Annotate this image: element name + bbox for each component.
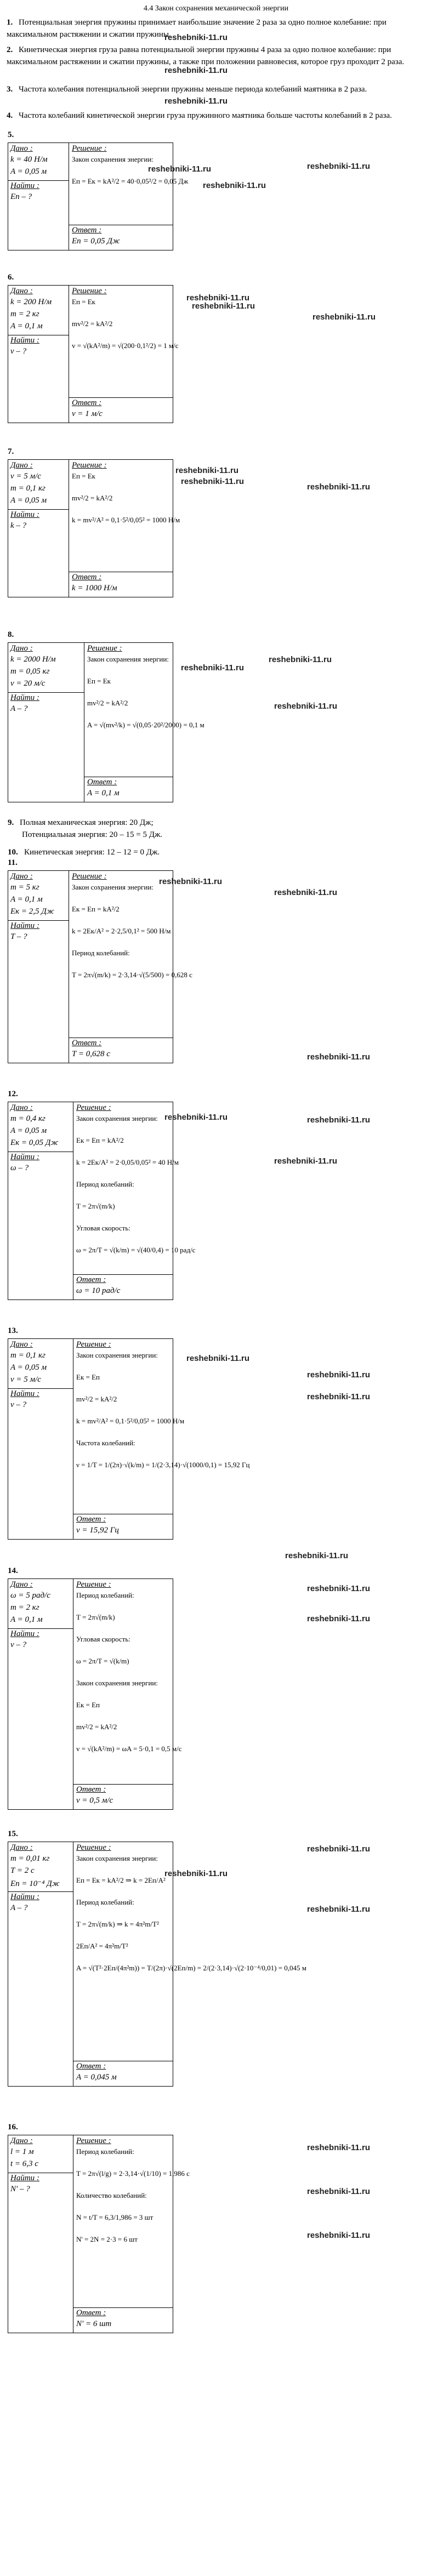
solution-line: mv²/2 = kA²/2 <box>76 1395 117 1403</box>
solution-line: A = √(mv²/k) = √(0,05·20²/2000) = 0,1 м <box>87 721 204 729</box>
solution-line: k = mv²/A² = 0,1·5²/0,05² = 1000 Н/м <box>76 1417 185 1425</box>
solution-line: Закон сохранения энергии: <box>76 1351 158 1359</box>
divider <box>8 1891 73 1892</box>
answer-value: Eп = 0,05 Дж <box>72 237 120 246</box>
problem-number: 11. <box>8 858 18 867</box>
solution-line: T = 2π√(m/k) = 2·3,14·√(5/500) = 0,628 с <box>72 971 192 979</box>
watermark: reshebniki-11.ru <box>186 293 250 303</box>
answer-label: Ответ : <box>76 1515 106 1524</box>
answer-value: T = 0,628 с <box>72 1050 110 1058</box>
watermark: reshebniki-11.ru <box>307 1905 371 1914</box>
solution-line: Закон сохранения энергии: <box>76 1114 158 1122</box>
solution-line: Eп = Eк = kA²/2 = 40·0,05²/2 = 0,05 Дж <box>72 177 189 185</box>
question-2 <box>7 44 423 68</box>
given-column <box>8 1579 73 1809</box>
find-label: Найти : <box>10 1893 39 1901</box>
solution-line: ω = 2π/T = √(k/m) <box>76 1657 129 1665</box>
answer-value: N' = 6 шт <box>76 2319 112 2328</box>
solution-line: mv²/2 = kA²/2 <box>72 320 113 328</box>
watermark: reshebniki-11.ru <box>274 888 338 897</box>
watermark: reshebniki-11.ru <box>285 1551 349 1560</box>
divider <box>73 1274 173 1275</box>
answer-label: Ответ : <box>72 398 102 407</box>
find-label: Найти : <box>10 2174 39 2182</box>
find-label: Найти : <box>10 181 39 190</box>
answer-value: v = 1 м/с <box>72 409 103 418</box>
question-10 <box>8 846 424 858</box>
problem-number: 5. <box>8 130 14 139</box>
given-value: m = 0,1 кг <box>10 484 46 493</box>
question-9-line-2 <box>22 829 432 841</box>
answer-label: Ответ : <box>72 226 102 235</box>
given-value: Eк = 0,05 Дж <box>10 1138 59 1147</box>
watermark: reshebniki-11.ru <box>164 66 228 75</box>
given-value: Eп = 10⁻⁴ Дж <box>10 1879 60 1888</box>
watermark: reshebniki-11.ru <box>307 2143 371 2152</box>
solution-label: Решение : <box>76 1340 111 1349</box>
solution-line: Период колебаний: <box>76 1180 134 1188</box>
watermark: reshebniki-11.ru <box>159 877 223 886</box>
problem-number: 7. <box>8 447 14 456</box>
problem-box <box>8 459 180 597</box>
given-value: m = 0,1 кг <box>10 1351 46 1360</box>
solution-line: mv²/2 = kA²/2 <box>76 1723 117 1731</box>
question-text: Потенциальная энергия пружины принимает наибольшие значение 2 раза за одно полное колебание: при максимальном растяжении и сжатии пружины. <box>7 18 386 39</box>
solution-line: Угловая скорость: <box>76 1635 130 1643</box>
find-label: Найти : <box>10 510 39 519</box>
given-value: t = 6,3 с <box>10 2159 38 2168</box>
watermark: reshebniki-11.ru <box>203 181 266 190</box>
solution-label: Решение : <box>72 287 107 295</box>
answer-value: A = 0,045 м <box>76 2073 117 2082</box>
question-text: Частота колебания потенциальной энергии пружины меньше периода колебаний маятника в 2 раза. <box>19 85 367 94</box>
find-value: N' – ? <box>10 2185 30 2193</box>
solution-line: Период колебаний: <box>72 949 130 957</box>
solution-line: Закон сохранения энергии: <box>72 155 154 163</box>
find-value: v – ? <box>10 1640 27 1649</box>
answer-value: v = 0,5 м/с <box>76 1796 113 1805</box>
solution-line: mv²/2 = kA²/2 <box>87 699 128 707</box>
given-value: Eк = 2,5 Дж <box>10 907 54 916</box>
given-value: k = 40 Н/м <box>10 155 48 164</box>
given-value: k = 2000 Н/м <box>10 655 56 664</box>
watermark: reshebniki-11.ru <box>274 1156 338 1166</box>
solution-line: T = 2π√(l/g) = 2·3,14·√(1/10) = 1,986 с <box>76 2169 190 2178</box>
solution-line: Eп = Eк = kA²/2 ⇒ k = 2Eп/A² <box>76 1876 166 1884</box>
question-text: Полная механическая энергия: 20 Дж; <box>20 818 154 827</box>
solution-line: T = 2π√(m/k) <box>76 1613 115 1621</box>
solution-line: Eп = Eк <box>87 677 111 685</box>
solution-label: Решение : <box>76 1580 111 1589</box>
solution-line: mv²/2 = kA²/2 <box>72 494 113 502</box>
find-label: Найти : <box>10 1629 39 1638</box>
given-value: k = 200 Н/м <box>10 298 52 306</box>
watermark: reshebniki-11.ru <box>181 663 245 673</box>
watermark: reshebniki-11.ru <box>307 162 371 171</box>
solution-line: Количество колебаний: <box>76 2191 147 2199</box>
watermark: reshebniki-11.ru <box>164 96 228 106</box>
solution-line: ω = 2π/T = √(k/m) = √(40/0,4) = 10 рад/с <box>76 1246 196 1254</box>
find-value: k – ? <box>10 521 27 530</box>
solution-line: 2Eп/A² = 4π²m/T² <box>76 1942 128 1950</box>
solution-line: Eк = Eп <box>76 1373 100 1381</box>
given-label: Дано : <box>10 144 33 153</box>
question-3 <box>7 83 423 95</box>
answer-value: A = 0,1 м <box>87 789 120 797</box>
solution-line: T = 2π√(m/k) <box>76 1202 115 1210</box>
answer-label: Ответ : <box>76 2062 106 2071</box>
solution-line: Закон сохранения энергии: <box>76 1854 158 1862</box>
answer-value: ν = 15,92 Гц <box>76 1526 119 1535</box>
watermark: reshebniki-11.ru <box>307 1052 371 1062</box>
solution-line: v = √(kA²/m) = √(200·0,1²/2) = 1 м/с <box>72 341 179 350</box>
find-value: Eп – ? <box>10 192 32 201</box>
question-number: 3. <box>7 85 13 94</box>
question-9 <box>8 817 424 829</box>
watermark: reshebniki-11.ru <box>164 1113 228 1122</box>
solution-line: Период колебаний: <box>76 2147 134 2156</box>
given-label: Дано : <box>10 461 33 470</box>
given-value: A = 0,1 м <box>10 895 43 904</box>
solution-line: N' = 2N = 2·3 = 6 шт <box>76 2235 138 2243</box>
divider <box>8 1388 73 1389</box>
solution-label: Решение : <box>72 872 107 881</box>
divider <box>8 509 69 510</box>
problem-number: 13. <box>8 1326 18 1335</box>
solution-line: Период колебаний: <box>76 1898 134 1906</box>
solution-line: Угловая скорость: <box>76 1224 130 1232</box>
find-label: Найти : <box>10 1153 39 1161</box>
question-text: Кинетическая энергия: 12 – 12 = 0 Дж. <box>24 848 160 857</box>
given-value: A = 0,05 м <box>10 1126 47 1135</box>
given-label: Дано : <box>10 644 33 653</box>
solution-line: Eк = Eп <box>76 1701 100 1709</box>
watermark: reshebniki-11.ru <box>307 2187 371 2196</box>
answer-label: Ответ : <box>72 1039 102 1047</box>
given-label: Дано : <box>10 1580 33 1589</box>
find-value: v – ? <box>10 347 27 356</box>
given-label: Дано : <box>10 872 33 881</box>
solution-line: ν = 1/T = 1/(2π)·√(k/m) = 1/(2·3,14)·√(1000/0,1) = 15,92 Гц <box>76 1461 250 1469</box>
find-label: Найти : <box>10 693 39 702</box>
question-text: Частота колебаний кинетической энергии груза пружинного маятника больше частоты колебаний в 2 раза. <box>19 111 392 120</box>
given-value: m = 0,4 кг <box>10 1114 46 1123</box>
given-label: Дано : <box>10 1843 33 1852</box>
solution-line: Закон сохранения энергии: <box>87 655 169 663</box>
solution-line: Eк = Eп = kA²/2 <box>76 1136 124 1144</box>
watermark: reshebniki-11.ru <box>269 655 332 664</box>
answer-value: ω = 10 рад/с <box>76 1286 121 1295</box>
given-value: ω = 5 рад/с <box>10 1591 50 1600</box>
solution-line: Период колебаний: <box>76 1591 134 1599</box>
watermark: reshebniki-11.ru <box>274 702 338 711</box>
divider <box>8 920 69 921</box>
given-value: A = 0,05 м <box>10 167 47 176</box>
watermark: reshebniki-11.ru <box>181 477 245 486</box>
given-value: m = 0,05 кг <box>10 667 50 676</box>
watermark: reshebniki-11.ru <box>192 301 255 311</box>
question-number: 9. <box>8 818 14 827</box>
question-4 <box>7 110 423 122</box>
given-value: A = 0,05 м <box>10 496 47 505</box>
watermark: reshebniki-11.ru <box>164 1869 228 1878</box>
solution-label: Решение : <box>72 144 107 153</box>
given-label: Дано : <box>10 2136 33 2145</box>
solution-label: Решение : <box>87 644 122 653</box>
question-number: 10. <box>8 848 18 857</box>
given-value: A = 0,05 м <box>10 1363 47 1372</box>
problem-number: 14. <box>8 1566 18 1575</box>
problem-box <box>8 1578 182 1810</box>
given-value: m = 2 кг <box>10 310 39 318</box>
solution-line: v = √(kA²/m) = ωA = 5·0,1 = 0,5 м/с <box>76 1745 182 1753</box>
watermark: reshebniki-11.ru <box>186 1354 250 1363</box>
given-value: A = 0,1 м <box>10 322 43 330</box>
watermark: reshebniki-11.ru <box>312 312 376 322</box>
find-value: T – ? <box>10 932 27 941</box>
watermark: reshebniki-11.ru <box>307 1115 371 1125</box>
solution-line: k = mv²/A² = 0,1·5²/0,05² = 1000 Н/м <box>72 516 180 524</box>
watermark: reshebniki-11.ru <box>307 1844 371 1854</box>
given-value: A = 0,1 м <box>10 1615 43 1624</box>
solution-label: Решение : <box>76 1103 111 1112</box>
watermark: reshebniki-11.ru <box>148 164 212 174</box>
question-text: Кинетическая энергия груза равна потенциальной энергии пружины 4 раза за одно полное колебание: при максимальном растяжении и сжатии пружины, а также при положении равновесия, которое груз проходит 2 раза. <box>7 45 405 66</box>
watermark: reshebniki-11.ru <box>307 1392 371 1401</box>
question-number: 4. <box>7 111 13 120</box>
solution-line: Eк = Eп = kA²/2 <box>72 905 120 913</box>
watermark: reshebniki-11.ru <box>175 466 239 475</box>
solution-line: Частота колебаний: <box>76 1439 135 1447</box>
answer-value: k = 1000 Н/м <box>72 584 117 592</box>
solution-line: Закон сохранения энергии: <box>76 1679 158 1687</box>
find-value: ω – ? <box>10 1164 29 1172</box>
given-value: v = 20 м/с <box>10 679 46 688</box>
given-value: m = 5 кг <box>10 883 39 892</box>
solution-line: k = 2Eк/A² = 2·2,5/0,1² = 500 Н/м <box>72 927 171 935</box>
watermark: reshebniki-11.ru <box>307 1614 371 1623</box>
problem-number: 15. <box>8 1830 18 1838</box>
answer-label: Ответ : <box>87 778 117 787</box>
question-number: 2. <box>7 45 13 54</box>
given-value: T = 2 с <box>10 1866 35 1875</box>
given-label: Дано : <box>10 1103 33 1112</box>
solution-label: Решение : <box>76 2136 111 2145</box>
find-label: Найти : <box>10 1389 39 1398</box>
divider <box>8 180 69 181</box>
find-label: Найти : <box>10 921 39 930</box>
divider <box>8 1628 73 1629</box>
answer-label: Ответ : <box>76 1275 106 1284</box>
find-label: Найти : <box>10 336 39 345</box>
divider <box>69 397 173 398</box>
question-number: 1. <box>7 18 13 27</box>
answer-label: Ответ : <box>76 2309 106 2317</box>
solution-line: A = √(T²·2Eп/(4π²m)) = T/(2π)·√(2Eп/m) = 2/(2·3,14)·√(2·10⁻⁴/0,01) = 0,045 м <box>76 1964 306 1972</box>
question-text: Потенциальная энергия: 20 – 15 = 5 Дж. <box>22 830 163 839</box>
given-value: l = 1 м <box>10 2147 34 2156</box>
divider <box>73 1784 173 1785</box>
given-value: v = 5 м/с <box>10 472 41 481</box>
watermark: reshebniki-11.ru <box>307 1370 371 1380</box>
solution-label: Решение : <box>72 461 107 470</box>
watermark: reshebniki-11.ru <box>307 482 371 492</box>
solution-line: T = 2π√(m/k) ⇒ k = 4π²m/T² <box>76 1920 159 1928</box>
given-value: v = 5 м/с <box>10 1375 41 1384</box>
solution-line: k = 2Eк/A² = 2·0,05/0,05² = 40 Н/м <box>76 1158 179 1166</box>
find-value: ν – ? <box>10 1400 27 1409</box>
answer-label: Ответ : <box>76 1785 106 1794</box>
solution-line: N = t/T = 6,3/1,986 = 3 шт <box>76 2213 154 2221</box>
solution-line: Eп = Eк <box>72 472 95 480</box>
problem-box <box>8 642 204 802</box>
problem-box <box>8 2135 190 2333</box>
given-label: Дано : <box>10 287 33 295</box>
problem-number: 16. <box>8 2123 18 2132</box>
problem-box <box>8 285 179 423</box>
find-value: A – ? <box>10 1903 28 1912</box>
divider <box>8 692 84 693</box>
find-value: A – ? <box>10 704 28 713</box>
problem-number: 6. <box>8 273 14 282</box>
answer-label: Ответ : <box>72 573 102 582</box>
watermark: reshebniki-11.ru <box>164 33 228 42</box>
solution-label: Решение : <box>76 1843 111 1852</box>
watermark: reshebniki-11.ru <box>307 1584 371 1593</box>
given-value: m = 2 кг <box>10 1603 39 1612</box>
solution-line: Закон сохранения энергии: <box>72 883 154 891</box>
solution-line: Eп = Eк <box>72 298 95 306</box>
given-value: m = 0,01 кг <box>10 1854 50 1863</box>
problem-number: 12. <box>8 1090 18 1098</box>
problem-number: 8. <box>8 630 14 639</box>
watermark: reshebniki-11.ru <box>307 2231 371 2240</box>
page-title: 4.4 Закон сохранения механической энергии <box>143 4 289 13</box>
divider <box>73 2307 173 2308</box>
given-label: Дано : <box>10 1340 33 1349</box>
